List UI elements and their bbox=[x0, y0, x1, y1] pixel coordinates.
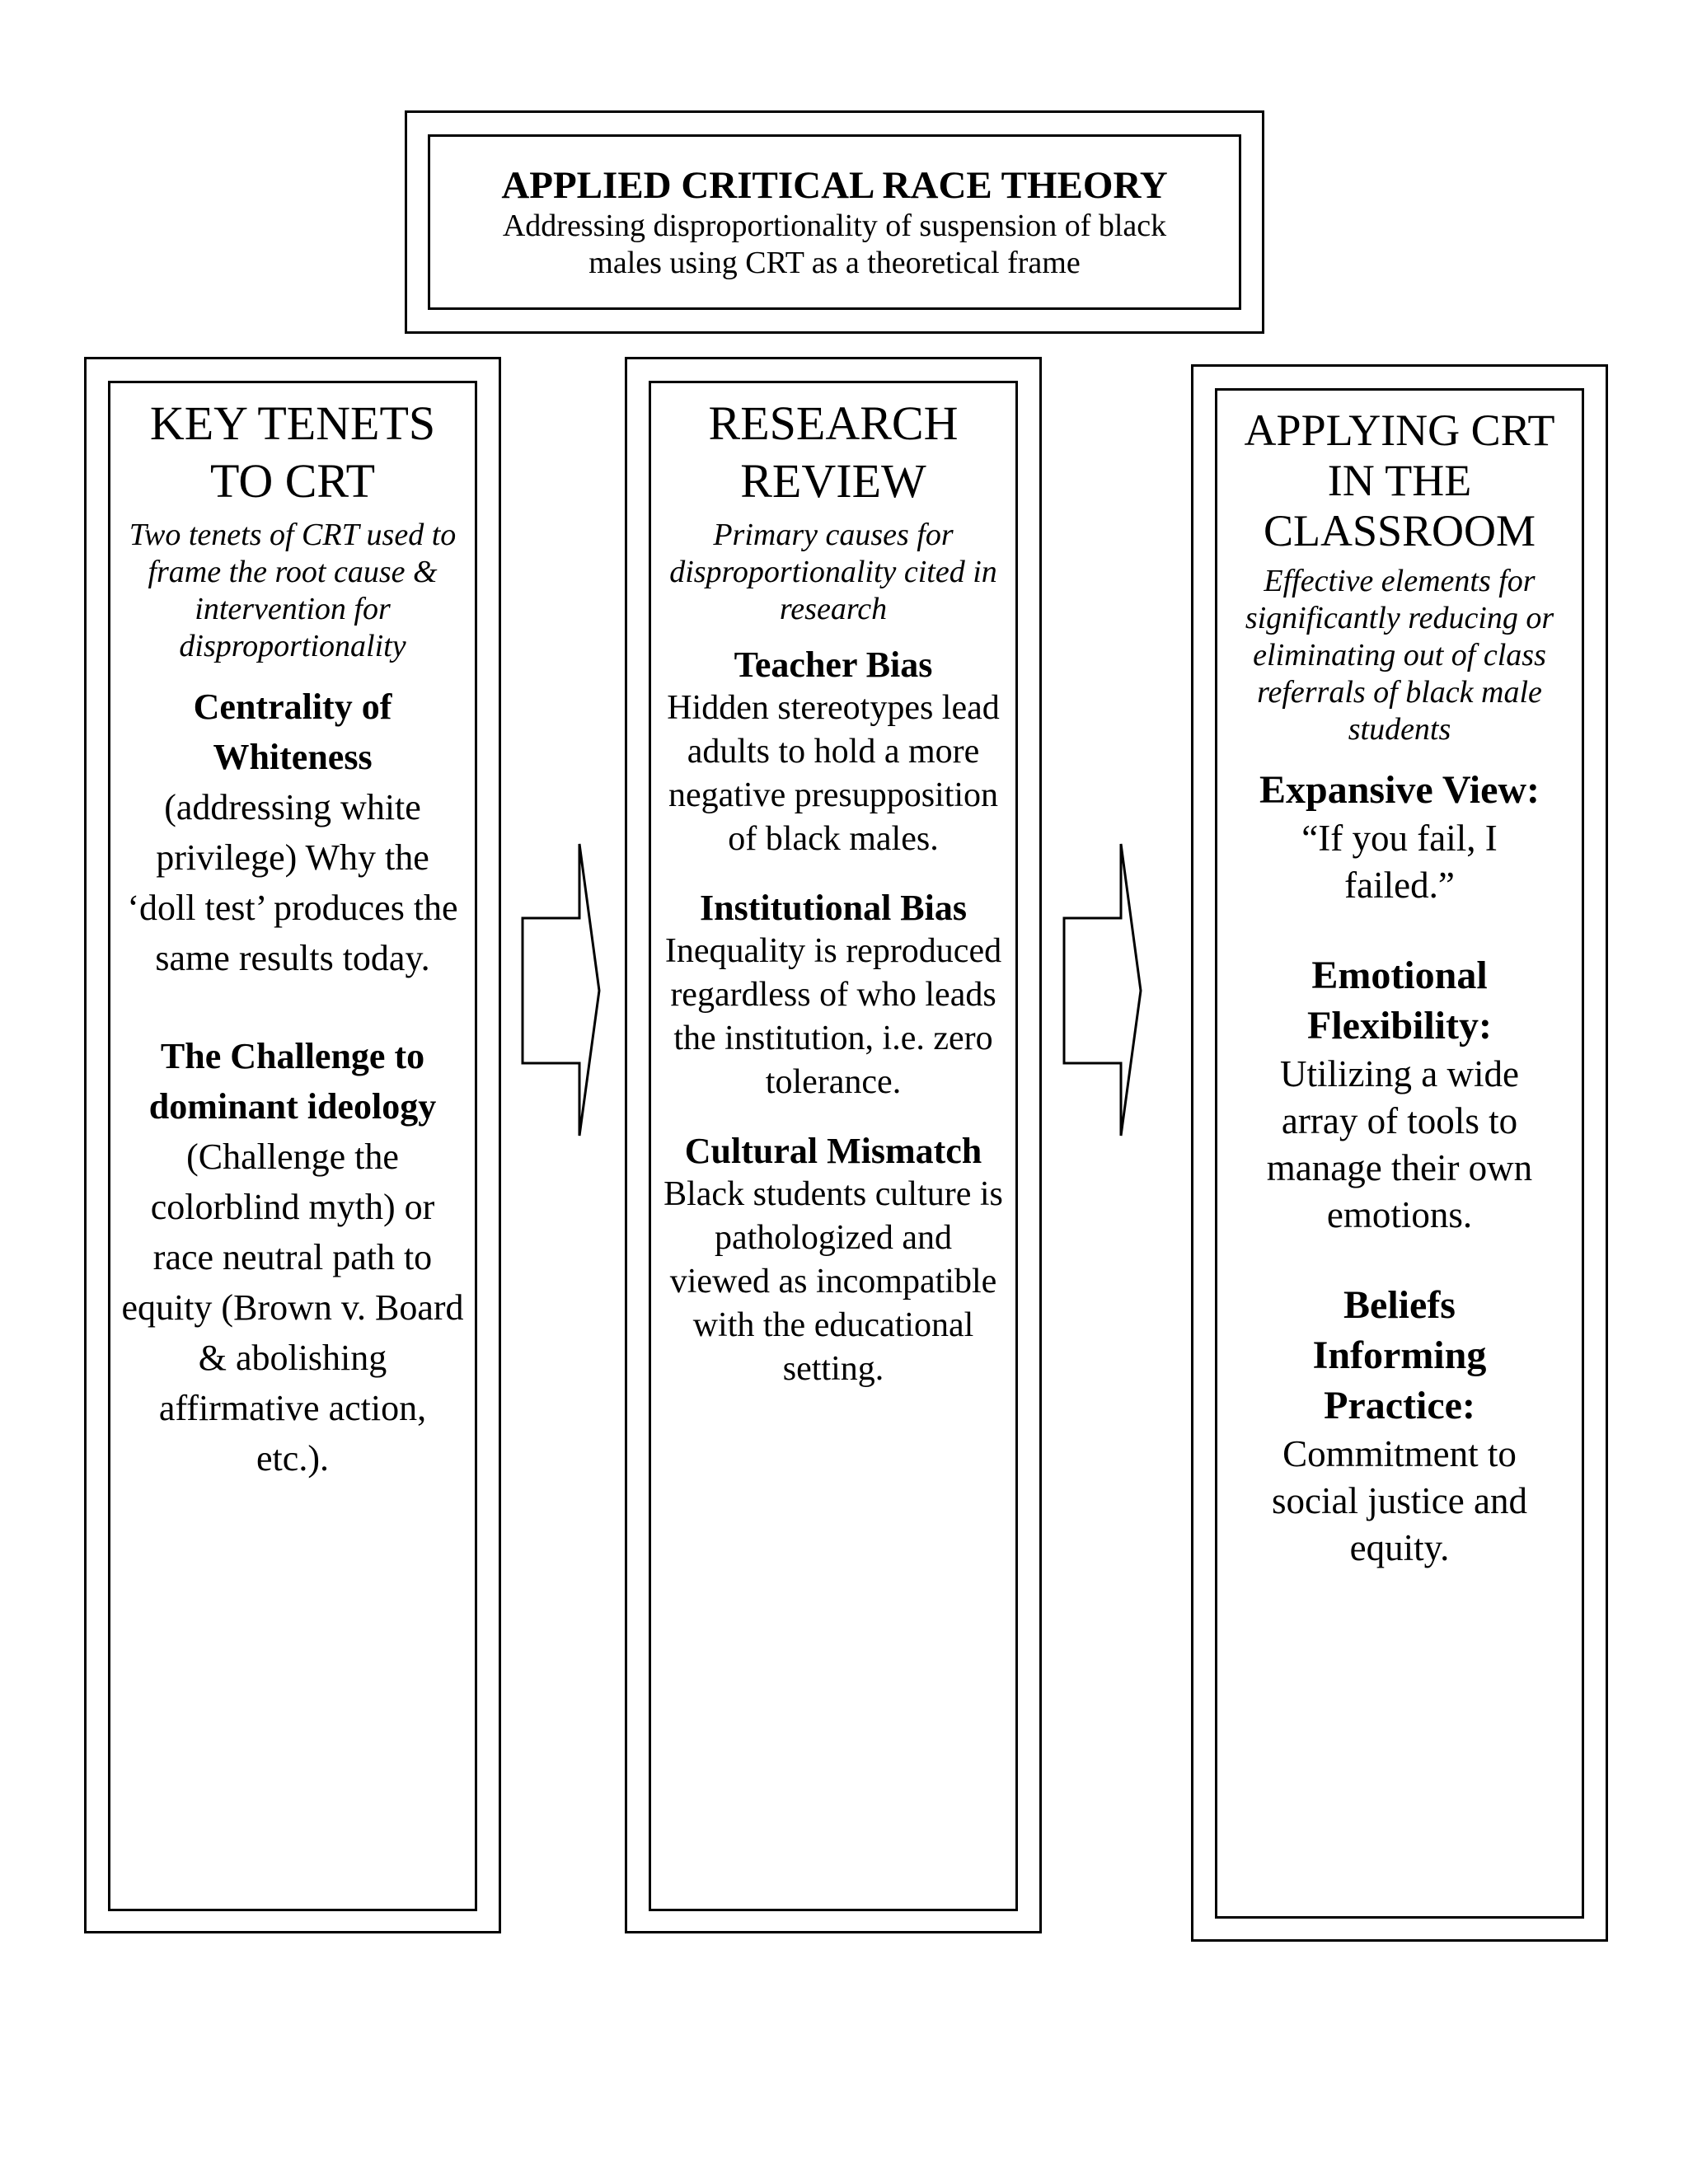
applying-crt-heading: APPLYING CRT IN THE CLASSROOM bbox=[1244, 405, 1555, 555]
cause-item bbox=[661, 643, 1006, 861]
applying-crt-subheading: Effective elements for significantly reducing or eliminating out of class referrals of black male students bbox=[1245, 564, 1554, 747]
cause-body: Black students culture is pathologized and viewed as incompatible with the educational setting. bbox=[663, 1175, 1003, 1388]
tenet-body: (addressing white privilege) Why the ‘doll test’ produces the same results today. bbox=[127, 787, 458, 978]
cause-item bbox=[661, 1129, 1006, 1391]
applying-crt-inner-box bbox=[1215, 388, 1584, 1919]
element-title: Beliefs Informing Practice: bbox=[1312, 1283, 1487, 1427]
research-review-inner-box bbox=[649, 381, 1018, 1911]
cause-item bbox=[661, 886, 1006, 1104]
element-body: “If you fail, I failed.” bbox=[1301, 818, 1498, 906]
research-review-subheading: Primary causes for disproportionality cited in research bbox=[669, 518, 997, 626]
research-review-heading: RESEARCH REVIEW bbox=[708, 396, 959, 508]
cause-title: Institutional Bias bbox=[700, 888, 967, 928]
tenet-body: (Challenge the colorblind myth) or race neutral path to equity (Brown v. Board & abolishing affirmative action, etc.). bbox=[121, 1137, 464, 1479]
cause-title: Teacher Bias bbox=[734, 644, 933, 685]
diagram-title: APPLIED CRITICAL RACE THEORY bbox=[501, 163, 1168, 207]
tenet-title: Centrality of Whiteness bbox=[193, 687, 392, 777]
element-body: Commitment to social justice and equity. bbox=[1272, 1433, 1527, 1568]
tenet-title: The Challenge to dominant ideology bbox=[148, 1036, 437, 1127]
title-inner-box bbox=[428, 134, 1241, 310]
tenet-item bbox=[120, 682, 465, 983]
element-title: Emotional Flexibility: bbox=[1307, 954, 1492, 1047]
right-arrow-icon bbox=[1061, 841, 1151, 1139]
element-title: Expansive View: bbox=[1259, 768, 1540, 812]
key-tenets-heading: KEY TENETS TO CRT bbox=[149, 396, 436, 508]
cause-body: Hidden stereotypes lead adults to hold a more negative presupposition of black males. bbox=[667, 689, 1000, 858]
element-item bbox=[1227, 950, 1572, 1239]
element-item bbox=[1227, 765, 1572, 909]
right-arrow-icon bbox=[519, 841, 610, 1139]
tenet-item bbox=[120, 1031, 465, 1483]
element-item bbox=[1227, 1280, 1572, 1572]
cause-title: Cultural Mismatch bbox=[684, 1131, 982, 1171]
diagram-subtitle: Addressing disproportionality of suspension of black males using CRT as a theoretical frame bbox=[502, 208, 1167, 280]
key-tenets-subheading: Two tenets of CRT used to frame the root cause & intervention for disproportionality bbox=[129, 518, 457, 663]
element-body: Utilizing a wide array of tools to manage their own emotions. bbox=[1266, 1053, 1533, 1235]
cause-body: Inequality is reproduced regardless of who leads the institution, i.e. zero tolerance. bbox=[664, 932, 1002, 1101]
key-tenets-inner-box bbox=[108, 381, 477, 1911]
